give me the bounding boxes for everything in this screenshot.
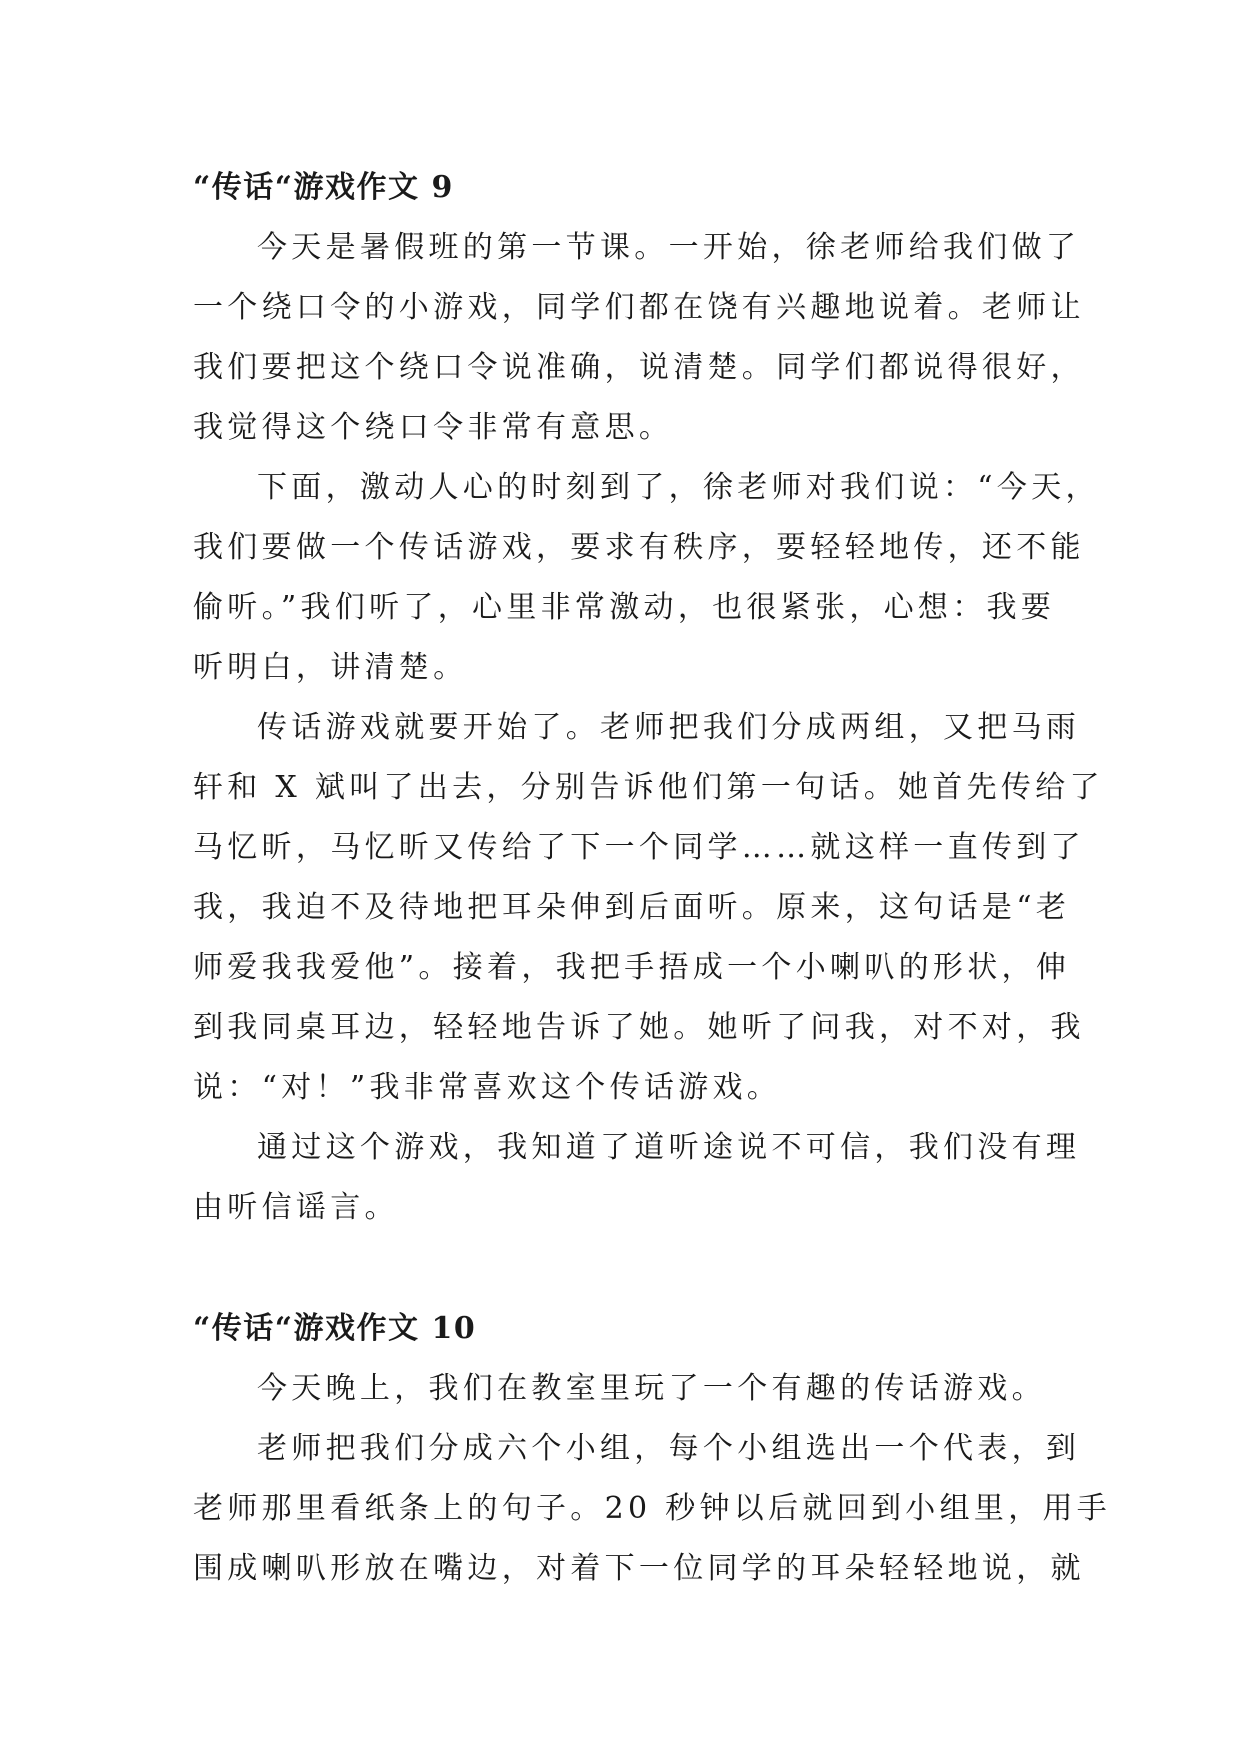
- essay-title: “传话“游戏作文 9: [193, 170, 454, 205]
- document-body: [193, 158, 1112, 1599]
- paragraph: [193, 458, 1100, 698]
- text-line: 今天晚上，我们在教室里玩了一个有趣的传话游戏。: [257, 1371, 1046, 1406]
- text-line: 一个绕口令的小游戏，同学们都在饶有兴趣地说着。老师让: [193, 290, 1085, 325]
- text-line: 传话游戏就要开始了。老师把我们分成两组，又把马雨: [257, 710, 1081, 745]
- text-line: 轩和 X 斌叫了出去，分别告诉他们第一句话。她首先传给了: [193, 770, 1104, 805]
- text-line: 老师把我们分成六个小组，每个小组选出一个代表，到: [257, 1431, 1081, 1466]
- text-line: 到我同桌耳边，轻轻地告诉了她。她听了问我，对不对，我: [193, 1010, 1085, 1045]
- text-line: 师爱我我爱他”。接着，我把手捂成一个小喇叭的形状，伸: [193, 950, 1071, 985]
- text-line: 由听信谣言。: [193, 1190, 399, 1225]
- text-line: 我觉得这个绕口令非常有意思。: [193, 410, 674, 445]
- paragraph: [193, 1359, 1063, 1419]
- text-line: 今天是暑假班的第一节课。一开始，徐老师给我们做了: [257, 230, 1081, 265]
- text-line: 偷听。”我们听了，心里非常激动，也很紧张，心想：我要: [193, 590, 1056, 625]
- text-line: 我，我迫不及待地把耳朵伸到后面听。原来，这句话是“老: [193, 890, 1071, 925]
- text-line: 通过这个游戏，我知道了道听途说不可信，我们没有理: [257, 1130, 1081, 1165]
- essay-section-10: [193, 1299, 1112, 1599]
- text-line: 老师那里看纸条上的句子。20 秒钟以后就回到小组里，用手: [193, 1491, 1112, 1526]
- text-line: 围成喇叭形放在嘴边，对着下一位同学的耳朵轻轻地说，就: [193, 1551, 1085, 1586]
- essay-section-9: [193, 158, 1104, 1238]
- text-line: 听明白，讲清楚。: [193, 650, 468, 685]
- text-line: 马忆昕，马忆昕又传给了下一个同学……就这样一直传到了: [193, 830, 1085, 865]
- paragraph: [193, 218, 1085, 458]
- text-line: 说：“对！”我非常喜欢这个传话游戏。: [193, 1070, 782, 1105]
- paragraph: [193, 1419, 1112, 1599]
- text-line: 我们要做一个传话游戏，要求有秩序，要轻轻地传，还不能: [193, 530, 1085, 565]
- essay-title: “传话“游戏作文 10: [193, 1311, 477, 1346]
- paragraph: [193, 698, 1104, 1118]
- text-line: 下面，激动人心的时刻到了，徐老师对我们说：“今天，: [257, 470, 1100, 505]
- text-line: 我们要把这个绕口令说准确，说清楚。同学们都说得很好，: [193, 350, 1085, 385]
- paragraph: [193, 1118, 1081, 1238]
